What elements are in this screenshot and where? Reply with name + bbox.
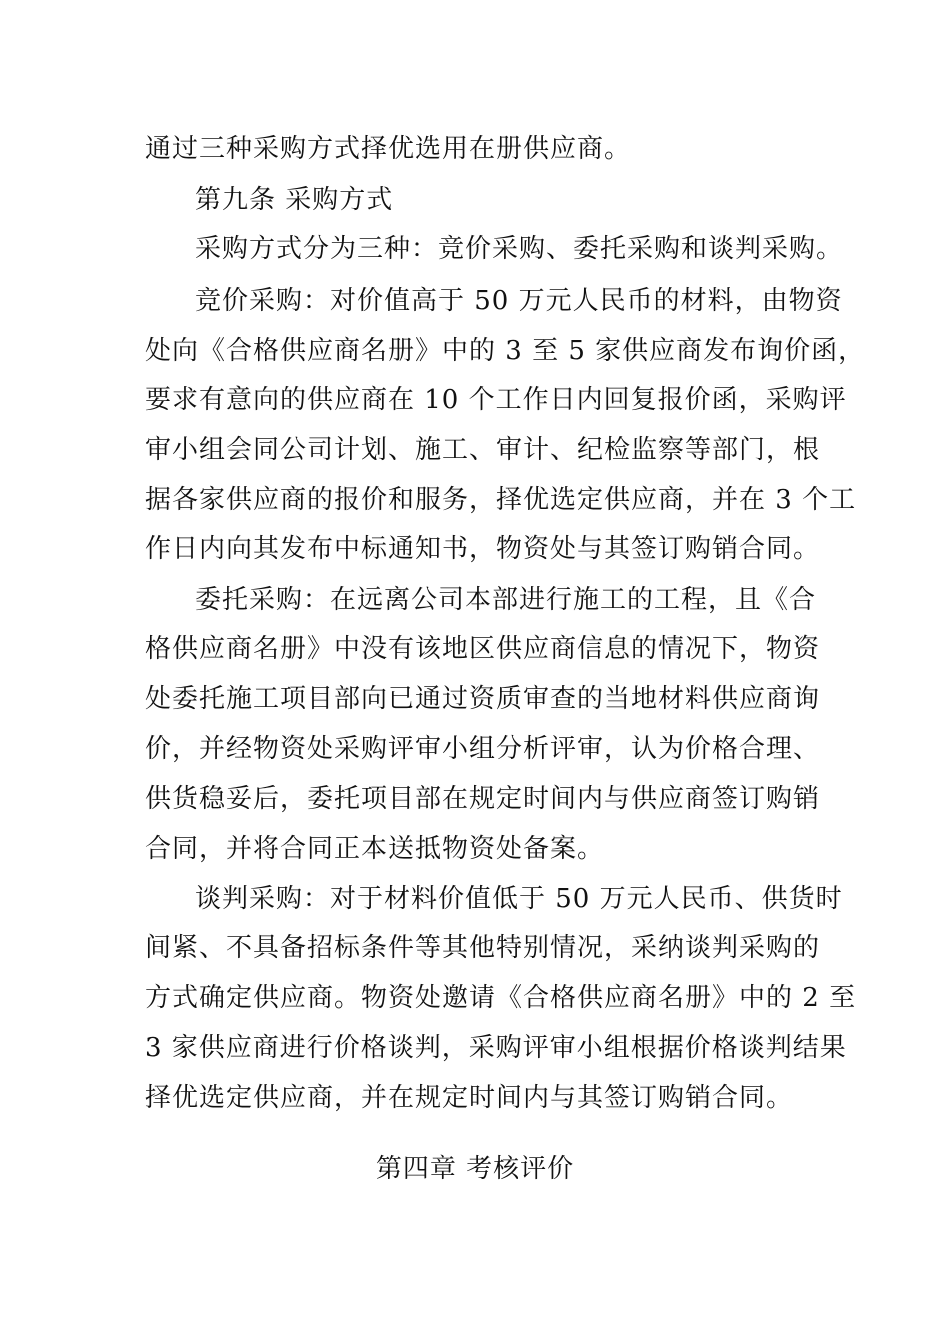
paragraph-line: 处委托施工项目部向已通过资质审查的当地材料供应商询 bbox=[145, 684, 821, 714]
paragraph-line: 择优选定供应商，并在规定时间内与其签订购销合同。 bbox=[145, 1083, 794, 1113]
paragraph-line: 格供应商名册》中没有该地区供应商信息的情况下，物资 bbox=[145, 634, 821, 664]
paragraph-line: 供货稳妥后，委托项目部在规定时间内与供应商签订购销 bbox=[145, 784, 821, 814]
paragraph-line: 间紧、不具备招标条件等其他特别情况，采纳谈判采购的 bbox=[145, 933, 821, 963]
paragraph-line: 方式确定供应商。物资处邀请《合格供应商名册》中的 2 至 bbox=[145, 983, 857, 1013]
paragraph-line: 要求有意向的供应商在 10 个工作日内回复报价函，采购评 bbox=[145, 385, 847, 415]
paragraph-line: 处向《合格供应商名册》中的 3 至 5 家供应商发布询价函， bbox=[145, 336, 866, 366]
paragraph-line: 委托采购：在远离公司本部进行施工的工程，且《合 bbox=[195, 585, 817, 615]
paragraph-line: 价，并经物资处采购评审小组分析评审，认为价格合理、 bbox=[145, 734, 821, 764]
paragraph-line: 通过三种采购方式择优选用在册供应商。 bbox=[145, 134, 632, 164]
paragraph-line: 竞价采购：对价值高于 50 万元人民币的材料，由物资 bbox=[195, 286, 843, 316]
paragraph-line: 据各家供应商的报价和服务，择优选定供应商，并在 3 个工 bbox=[145, 485, 857, 515]
paragraph-line: 采购方式分为三种：竞价采购、委托采购和谈判采购。 bbox=[195, 234, 844, 264]
paragraph-line: 谈判采购：对于材料价值低于 50 万元人民币、供货时 bbox=[195, 884, 843, 914]
paragraph-line: 审小组会同公司计划、施工、审计、纪检监察等部门，根 bbox=[145, 435, 821, 465]
chapter-heading: 第四章 考核评价 bbox=[375, 1154, 575, 1184]
paragraph-line: 合同，并将合同正本送抵物资处备案。 bbox=[145, 834, 605, 864]
article-heading: 第九条 采购方式 bbox=[195, 185, 394, 215]
paragraph-line: 3 家供应商进行价格谈判，采购评审小组根据价格谈判结果 bbox=[145, 1033, 847, 1063]
paragraph-line: 作日内向其发布中标通知书，物资处与其签订购销合同。 bbox=[145, 534, 821, 564]
